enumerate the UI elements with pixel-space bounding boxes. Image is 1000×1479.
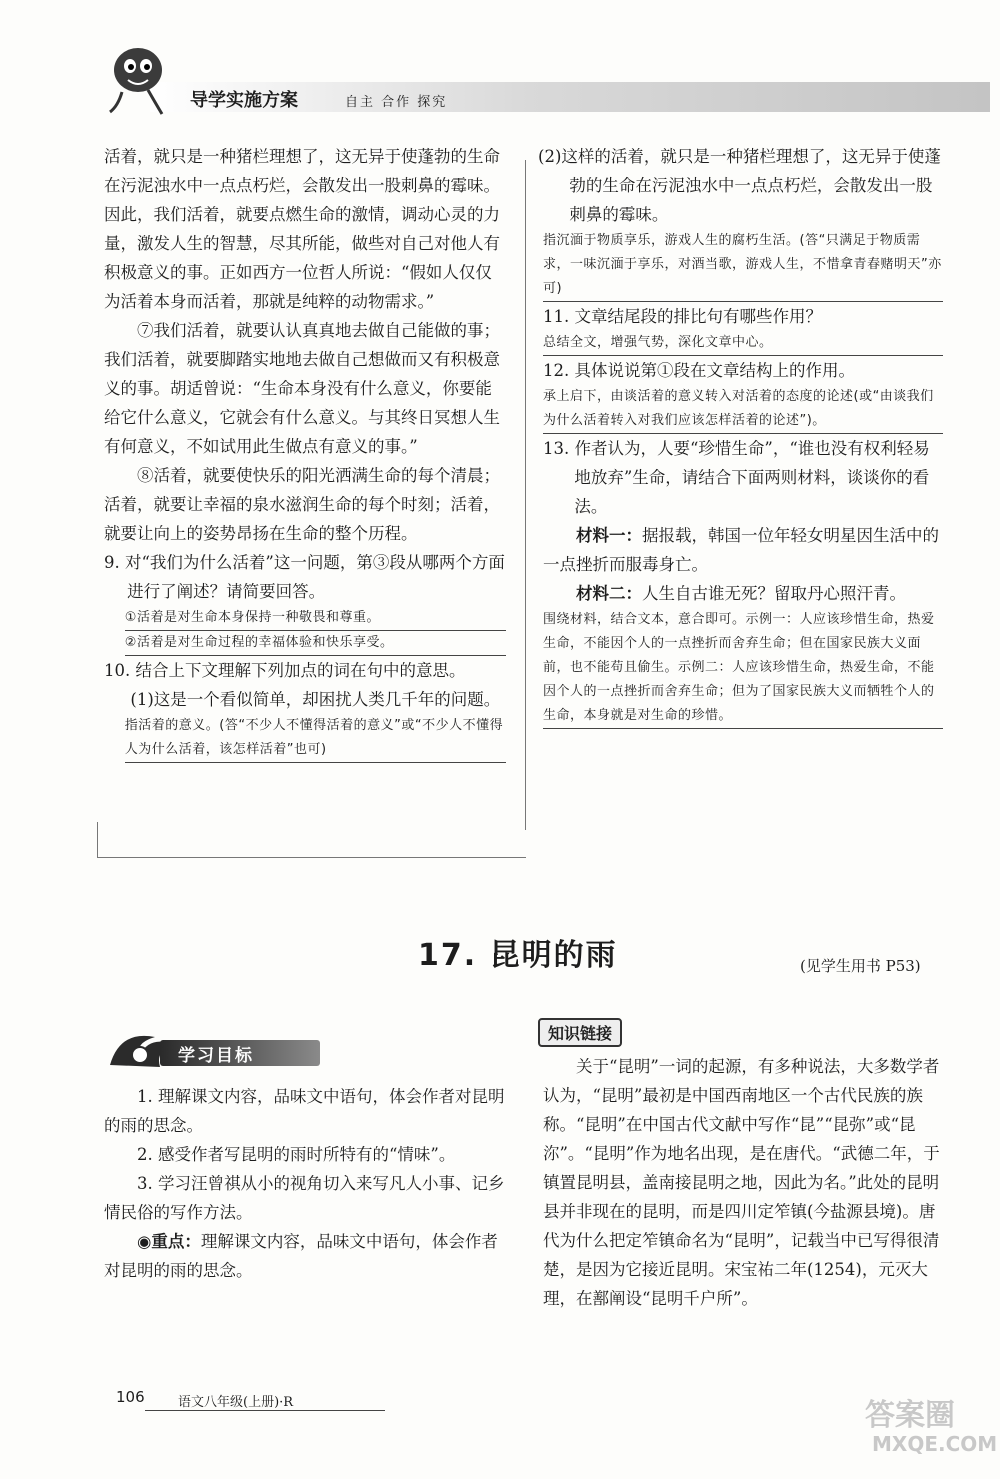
answer-9-1: ①活着是对生命本身保持一种敬畏和尊重。 xyxy=(125,606,506,631)
watermark-logo: 答案圈 xyxy=(865,1398,955,1433)
goal-item-2: 2. 感受作者写昆明的雨时所特有的“情味”。 xyxy=(137,1145,456,1164)
key-point-text: 理解课文内容，品味文中语句，体会作者对昆明的雨的思念。 xyxy=(104,1232,498,1280)
paragraph-8: ⑧活着，就要使快乐的阳光洒满生命的每个清晨；活着，就要让幸福的泉水滋润生命的每个时刻；活着，就要让向上的姿势昂扬在生命的整个历程。 xyxy=(104,466,500,543)
book-title: 语文八年级(上册)·R xyxy=(178,1395,294,1410)
question-9: 9. 对“我们为什么活着”这一问题，第③段从哪两个方面进行了阐述？请简要回答。 xyxy=(104,553,505,601)
question-13: 13. 作者认为，人要“珍惜生命”，“谁也没有权利轻易地放弃”生命，请结合下面两则材料，谈谈你的看法。 xyxy=(543,439,930,516)
right-column xyxy=(538,142,943,729)
material-2 xyxy=(543,579,943,608)
answer-12: 承上启下，由谈活着的意义转入对活着的态度的论述(或“由谈我们为什么活着转入对我们应该怎样活着的论述”)。 xyxy=(543,385,943,434)
answer-9-2: ②活着是对生命过程的幸福体验和快乐享受。 xyxy=(125,631,506,656)
footer-rule xyxy=(145,1410,385,1411)
question-11: 11. 文章结尾段的排比句有哪些作用？ xyxy=(543,307,822,326)
left-column xyxy=(104,142,506,763)
lesson-reference: (见学生用书 P53) xyxy=(800,957,921,975)
knowledge-section xyxy=(543,1052,943,1313)
material-1-label: 材料一： xyxy=(576,526,642,545)
knowledge-header: 知识链接 xyxy=(538,1018,622,1047)
material-1-text: 据报载，韩国一位年轻女明星因生活中的一点挫折而服毒身亡。 xyxy=(543,526,939,574)
header-title: 导学实施方案 xyxy=(190,90,298,111)
paragraph-6-end: 活着，就只是一种猪栏理想了，这无异于使蓬勃的生命在污泥浊水中一点点朽烂，会散发出一股刺鼻的霉味。因此，我们活着，就要点燃生命的激情，调动心灵的力量，激发人生的智慧，尽其所能，做些对自己对他人有积极意义的事。正如西方一位哲人所说：“假如人仅仅为活着本身而活着，那就是纯粹的动物需求。” xyxy=(104,147,500,311)
question-12: 12. 具体说说第①段在文章结构上的作用。 xyxy=(543,361,855,380)
paragraph-7: ⑦我们活着，就要认认真真地去做自己能做的事；我们活着，就要脚踏实地地去做自己想做而又有积极意义的事。胡适曾说：“生命本身没有什么意义，你要能给它什么意义，它就会有什么意义。与其终日冥想人生有何意义，不如试用此生做点有意义的事。” xyxy=(104,321,500,456)
goal-item-1: 1. 理解课文内容，品味文中语句，体会作者对昆明的雨的思念。 xyxy=(104,1087,505,1135)
goal-item-3: 3. 学习汪曾祺从小的视角切入来写凡人小事、记乡情民俗的写作方法。 xyxy=(104,1174,505,1222)
material-2-label: 材料二： xyxy=(576,584,642,603)
answer-11: 总结全文，增强气势，深化文章中心。 xyxy=(543,331,943,356)
goals-list xyxy=(104,1082,506,1285)
key-point xyxy=(104,1227,506,1285)
page-number: 106 xyxy=(116,1388,145,1406)
goals-header: 学习目标 xyxy=(178,1046,254,1066)
question-10-2: (2)这样的活着，就只是一种猪栏理想了，这无异于使蓬勃的生命在污泥浊水中一点点朽烂，会散发出一股刺鼻的霉味。 xyxy=(538,147,941,224)
material-1 xyxy=(543,521,943,579)
answer-box-border xyxy=(97,822,526,858)
column-divider xyxy=(525,160,526,830)
answer-10-2: 指沉湎于物质享乐，游戏人生的腐朽生活。(答“只满足于物质需求，一味沉湎于享乐，对酒当歌，游戏人生，不惜拿青春赌明天”亦可) xyxy=(543,229,943,302)
lesson-title: 17. 昆明的雨 xyxy=(418,938,618,973)
header-tags: 自主 合作 探究 xyxy=(345,95,448,110)
material-2-text: 人生自古谁无死？留取丹心照汗青。 xyxy=(642,584,906,603)
knowledge-text: 关于“昆明”一词的起源，有多种说法，大多数学者认为，“昆明”最初是中国西南地区一个古代民族的族称。“昆明”在中国古代文献中写作“昆”“昆弥”或“昆沵”。“昆明”作为地名出现，是在唐代。“武德二年，于镇置昆明县，盖南接昆明之地，因此为名。”此处的昆明县并非现在的昆明，而是四川定笮镇(今盐源县境)。唐代为什么把定笮镇命名为“昆明”，记载当中已写得很清楚，是因为它接近昆明。宋宝祐二年(1254)，元灭大理，在鄯阐设“昆明千户所”。 xyxy=(543,1057,940,1308)
watermark-url: MXQE.COM xyxy=(872,1432,998,1456)
mascot-icon xyxy=(100,40,170,120)
question-10-1: (1)这是一个看似简单，却困扰人类几千年的问题。 xyxy=(130,690,501,709)
answer-10-1: 指活着的意义。(答“不少人不懂得活着的意义”或“不少人不懂得人为什么活着，该怎样活着”也可) xyxy=(125,714,506,763)
question-10: 10. 结合上下文理解下列加点的词在句中的意思。 xyxy=(104,661,466,680)
key-point-label: ◉重点： xyxy=(137,1232,201,1251)
answer-13: 围绕材料，结合文本，意合即可。示例一：人应该珍惜生命，热爱生命，不能因个人的一点挫折而舍弃生命；但在国家民族大义面前，也不能苟且偷生。示例二：人应该珍惜生命，热爱生命，不能因个人的一点挫折而舍弃生命；但为了国家民族大义而牺牲个人的生命，本身就是对生命的珍惜。 xyxy=(543,608,943,729)
